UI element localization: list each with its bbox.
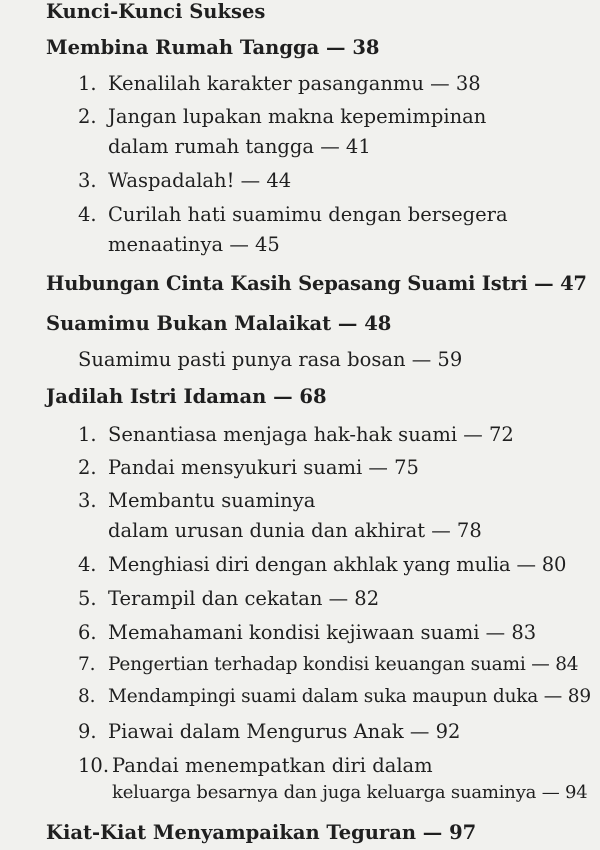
item-text: Jangan lupakan makna kepemimpinan bbox=[108, 105, 487, 128]
item-text: Kenalilah karakter pasanganmu — 38 bbox=[108, 72, 481, 95]
item-number: 1. bbox=[78, 423, 97, 446]
toc-item-continuation: keluarga besarnya dan juga keluarga suaminya — 94 bbox=[112, 782, 588, 803]
item-number: 9. bbox=[78, 720, 97, 743]
toc-item-continuation: dalam rumah tangga — 41 bbox=[108, 135, 371, 158]
toc-item bbox=[78, 688, 591, 707]
item-text: Menghiasi diri dengan akhlak yang mulia — 80 bbox=[108, 553, 567, 576]
item-number: 6. bbox=[78, 621, 97, 644]
toc-section-title: Kiat-Kiat Menyampaikan Teguran — 97 bbox=[46, 821, 477, 844]
toc-item bbox=[78, 722, 460, 742]
toc-item bbox=[78, 171, 291, 191]
toc-item-continuation: menaatinya — 45 bbox=[108, 233, 280, 256]
item-number: 2. bbox=[78, 105, 97, 128]
toc-item bbox=[78, 425, 514, 445]
item-number: 1. bbox=[78, 72, 97, 95]
item-number: 3. bbox=[78, 489, 97, 512]
toc-subitem: Suamimu pasti punya rasa bosan — 59 bbox=[78, 348, 463, 371]
item-number: 4. bbox=[78, 553, 97, 576]
item-number: 3. bbox=[78, 169, 97, 192]
toc-item bbox=[78, 491, 315, 511]
toc-item bbox=[78, 205, 508, 225]
toc-item bbox=[78, 458, 419, 478]
toc-section-title: Membina Rumah Tangga — 38 bbox=[46, 36, 380, 59]
item-number: 10. bbox=[78, 754, 110, 777]
item-text: Pengertian terhadap kondisi keuangan suami — 84 bbox=[108, 654, 579, 675]
toc-section-title: Hubungan Cinta Kasih Sepasang Suami Istri — 47 bbox=[46, 272, 587, 295]
item-text: Terampil dan cekatan — 82 bbox=[108, 587, 380, 610]
item-text: Piawai dalam Mengurus Anak — 92 bbox=[108, 720, 461, 743]
toc-item bbox=[78, 656, 578, 675]
toc-item bbox=[78, 623, 536, 643]
item-text: Curilah hati suamimu dengan bersegera bbox=[108, 203, 508, 226]
item-number: 2. bbox=[78, 456, 97, 479]
toc-item bbox=[78, 107, 486, 127]
toc-heading: Kunci-Kunci Sukses bbox=[46, 0, 266, 23]
toc-section-title: Suamimu Bukan Malaikat — 48 bbox=[46, 312, 392, 335]
item-number: 4. bbox=[78, 203, 97, 226]
item-text: Pandai mensyukuri suami — 75 bbox=[108, 456, 419, 479]
item-text: Senantiasa menjaga hak-hak suami — 72 bbox=[108, 423, 514, 446]
toc-item-continuation: dalam urusan dunia dan akhirat — 78 bbox=[108, 519, 482, 542]
toc-section-title: Jadilah Istri Idaman — 68 bbox=[46, 385, 327, 408]
toc-item bbox=[78, 555, 566, 575]
item-number: 8. bbox=[78, 686, 96, 707]
item-text: Mendampingi suami dalam suka maupun duka — 89 bbox=[108, 686, 591, 707]
item-number: 7. bbox=[78, 654, 96, 675]
toc-item bbox=[78, 756, 433, 776]
item-text: Memahamani kondisi kejiwaan suami — 83 bbox=[108, 621, 537, 644]
item-text: Pandai menempatkan diri dalam bbox=[112, 754, 433, 777]
item-text: Waspadalah! — 44 bbox=[108, 169, 292, 192]
item-number: 5. bbox=[78, 587, 97, 610]
toc-item bbox=[78, 589, 379, 609]
item-text: Membantu suaminya bbox=[108, 489, 316, 512]
toc-item bbox=[78, 74, 481, 94]
